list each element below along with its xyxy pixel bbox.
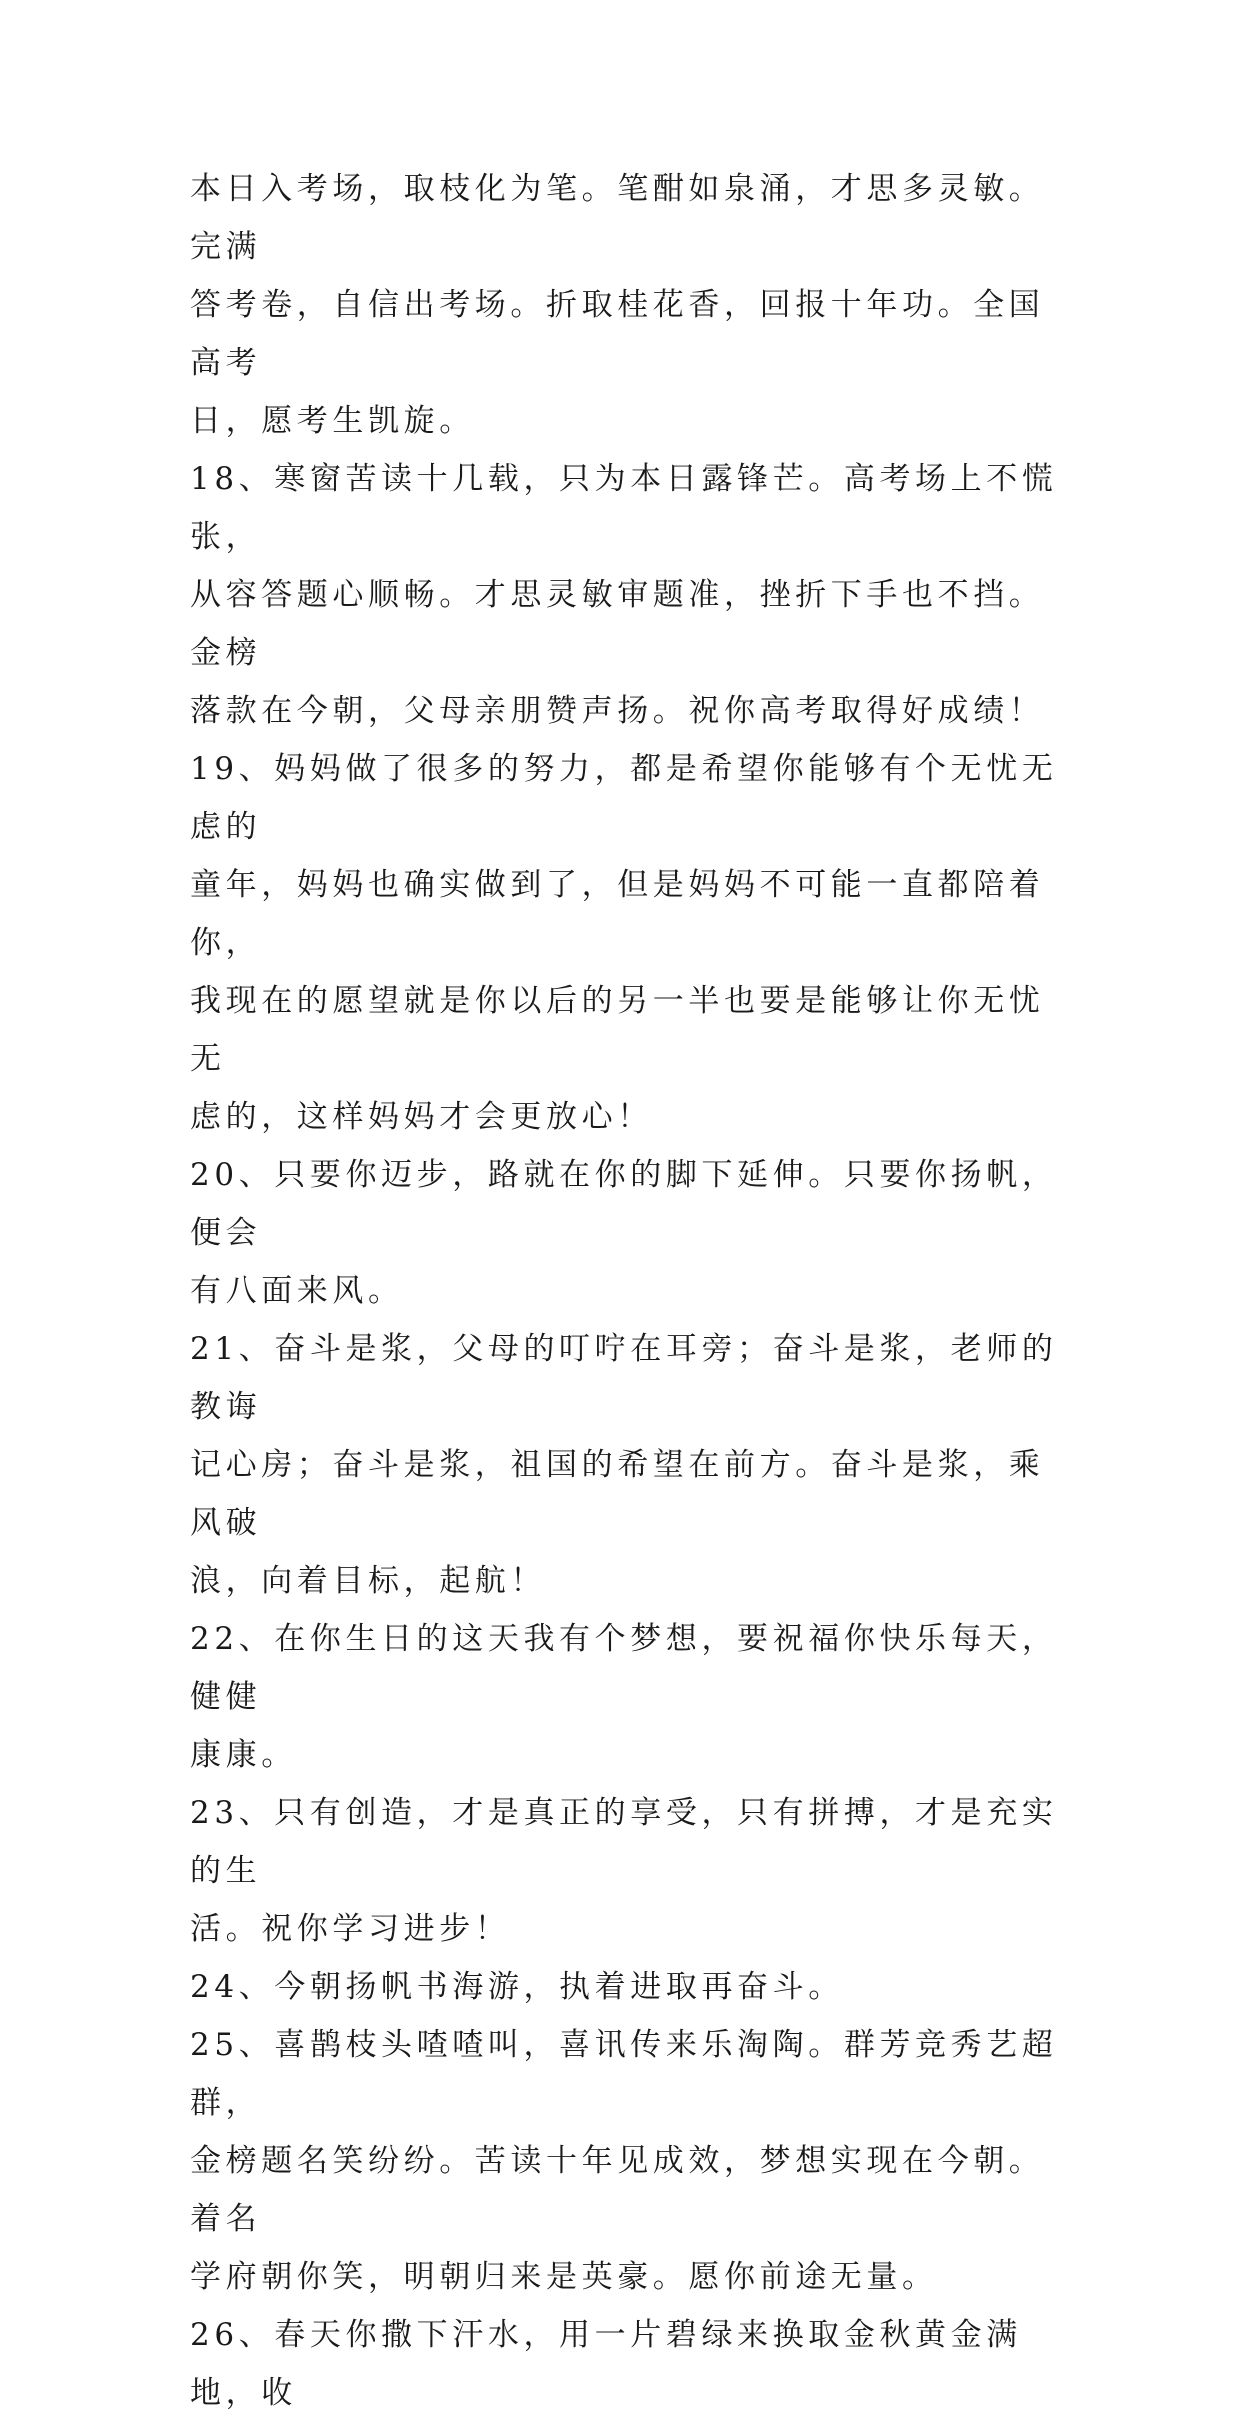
text-line: 26、春天你撒下汗水，用一片碧绿来换取金秋黄金满地，收	[190, 2317, 1022, 2411]
text-line: 金榜题名笑纷纷。苦读十年见成效，梦想实现在今朝。着名	[190, 2143, 1045, 2237]
text-line: 21、奋斗是浆，父母的叮咛在耳旁；奋斗是浆，老师的教诲	[190, 1331, 1058, 1425]
text-line: 日，愿考生凯旋。	[190, 403, 475, 439]
text-line: 24、今朝扬帆书海游，执着进取再奋斗。	[190, 1969, 844, 2005]
text-line: 本日入考场，取枝化为笔。笔酣如泉涌，才思多灵敏。完满	[190, 171, 1045, 265]
text-line: 童年，妈妈也确实做到了，但是妈妈不可能一直都陪着你，	[190, 867, 1045, 961]
text-line: 19、妈妈做了很多的努力，都是希望你能够有个无忧无虑的	[190, 751, 1058, 845]
text-line: 康康。	[190, 1737, 297, 1773]
text-line: 18、寒窗苦读十几载，只为本日露锋芒。高考场上不慌张，	[190, 461, 1058, 555]
text-line: 22、在你生日的这天我有个梦想，要祝福你快乐每天，健健	[190, 1621, 1058, 1715]
text-line: 虑的，这样妈妈才会更放心！	[190, 1099, 653, 1135]
text-line: 23、只有创造，才是真正的享受，只有拼搏，才是充实的生	[190, 1795, 1058, 1889]
text-line: 25、喜鹊枝头喳喳叫，喜讯传来乐淘陶。群芳竞秀艺超群，	[190, 2027, 1058, 2121]
text-line: 活。祝你学习进步！	[190, 1911, 511, 1947]
text-line: 记心房；奋斗是浆，祖国的希望在前方。奋斗是浆，乘风破	[190, 1447, 1045, 1541]
text-line: 浪，向着目标，起航！	[190, 1563, 546, 1599]
text-line: 有八面来风。	[190, 1273, 404, 1309]
text-line: 学府朝你笑，明朝归来是英豪。愿你前途无量。	[190, 2259, 938, 2295]
text-line: 落款在今朝，父母亲朋赞声扬。祝你高考取得好成绩！	[190, 693, 1045, 729]
document-body	[190, 160, 1060, 2422]
text-line: 从容答题心顺畅。才思灵敏审题准，挫折下手也不挡。金榜	[190, 577, 1045, 671]
text-line: 20、只要你迈步，路就在你的脚下延伸。只要你扬帆，便会	[190, 1157, 1058, 1251]
text-line: 答考卷，自信出考场。折取桂花香，回报十年功。全国高考	[190, 287, 1045, 381]
text-line: 我现在的愿望就是你以后的另一半也要是能够让你无忧无	[190, 983, 1045, 1077]
